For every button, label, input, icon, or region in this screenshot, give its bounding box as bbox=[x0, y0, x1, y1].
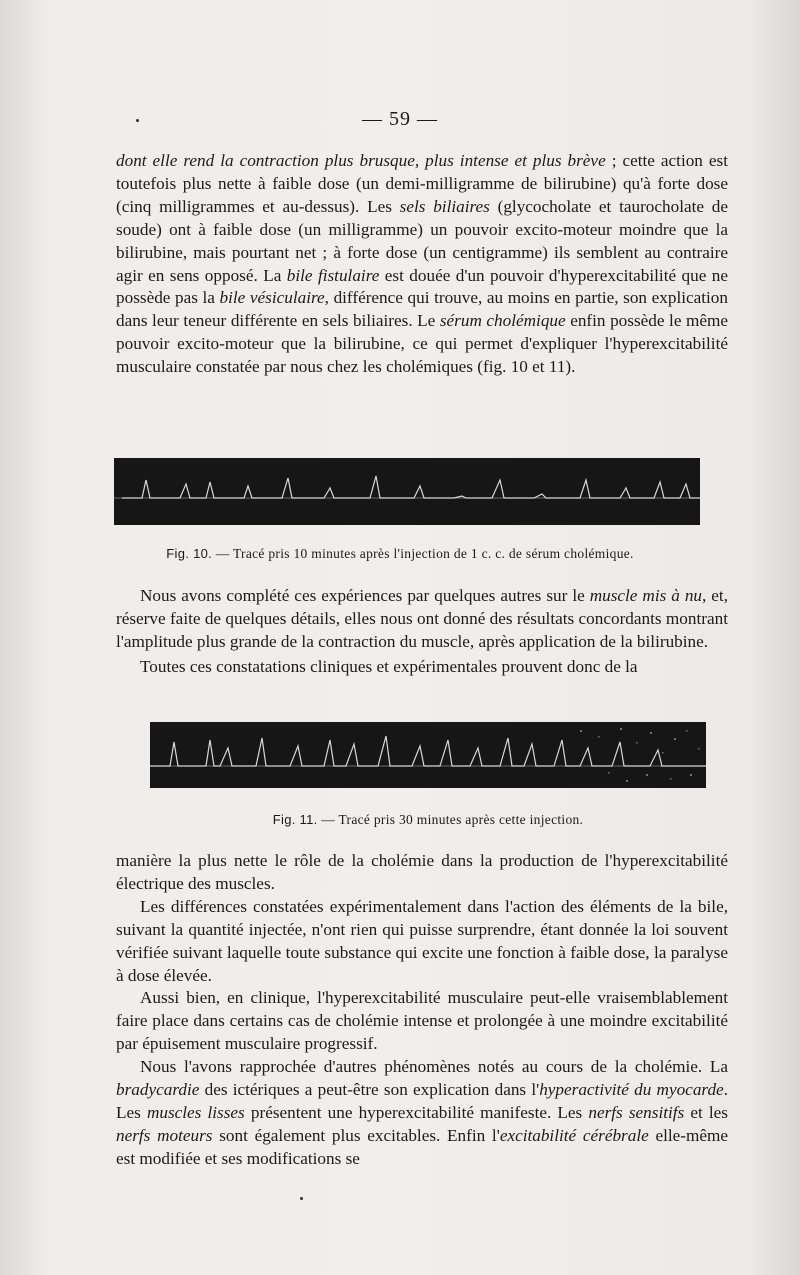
p7-italic-6: muscles lisses bbox=[146, 1102, 245, 1122]
p7-text-3: des ictériques a peut-être son explication dans l' bbox=[199, 1080, 540, 1100]
p7-text-7: présentent une hyperexcitabilité manifeste. Les bbox=[244, 1102, 589, 1122]
p1-text-8: , différence qui trouve, au moins en partie, son explication dans leur teneur différente en sels biliaires. Le bbox=[116, 288, 728, 331]
p1-italic-9: sérum cholémique bbox=[439, 311, 566, 331]
figure-10-caption-text: — Tracé pris 10 minutes après l'injection de 1 c. c. de sérum cholémique. bbox=[212, 546, 634, 561]
figure-10-trace bbox=[114, 458, 700, 525]
paragraph-7 bbox=[116, 1056, 728, 1171]
p1-italic-3: sels biliaires bbox=[399, 196, 490, 216]
p1-text-10: enfin possède le même pouvoir excito-moteur que la bilirubine, ce qui permet d'expliquer l'hyperexcitabilité musculaire constatée par nous chez les cholémiques (fig. 10 et 11). bbox=[116, 311, 728, 377]
p7-italic-8: nerfs sensitifs bbox=[588, 1102, 685, 1122]
paragraph-1 bbox=[116, 150, 728, 379]
p7-text-9: et les bbox=[684, 1102, 728, 1122]
p7-italic-4: hyperactivité du myocarde bbox=[539, 1080, 724, 1100]
p7-italic-12: excitabilité cérébrale bbox=[499, 1125, 649, 1145]
p1-italic-7: bile vésiculaire bbox=[219, 288, 325, 308]
ink-speck bbox=[136, 119, 139, 122]
paragraph-6: Aussi bien, en clinique, l'hyperexcitabilité musculaire peut-elle vraisemblablement faire place dans certains cas de cholémie intense et prolongée à une moindre excitabilité par épuisement musculaire progressif. bbox=[116, 988, 728, 1054]
figure-10-caption bbox=[0, 546, 800, 562]
p7-italic-10: nerfs moteurs bbox=[116, 1125, 213, 1145]
p7-italic-2: bradycardie bbox=[116, 1080, 200, 1100]
paragraph-4: manière la plus nette le rôle de la cholémie dans la production de l'hyperexcitabilité électrique des muscles. bbox=[116, 851, 728, 893]
p7-text-11: sont également plus excitables. Enfin l' bbox=[212, 1125, 500, 1145]
paragraph-5: Les différences constatées expérimentalement dans l'action des éléments de la bile, suivant la quantité injectée, n'ont rien qui puisse surprendre, étant donnée la loi souvent vérifiée suivant laquelle toute substance qui excite une fonction à faible dose, la paralyse à dose élevée. bbox=[116, 896, 728, 985]
p2-text-1: Nous avons complété ces expériences par quelques autres sur le bbox=[140, 586, 590, 605]
p2-text-3: , et, réserve faite de quelques détails, elles nous ont donné des résultats concordants montrant l'amplitude plus grande de la contraction du muscle, après application de la bilirubine. bbox=[116, 586, 729, 651]
p1-text-2: ; cette action est toutefois plus nette à faible dose (un demi-milligramme de bilirubine) qu'à forte dose (cinq milligrammes et au-dessus). Les bbox=[116, 151, 728, 216]
figure-11-label: Fig. 11. bbox=[272, 812, 318, 827]
p1-text-6: est douée d'un pouvoir d'hyperexcitabilité que ne possède pas la bbox=[116, 265, 728, 308]
figure-11-caption-text: — Tracé pris 30 minutes après cette injection. bbox=[317, 812, 584, 827]
p1-text-4: (glycocholate et taurocholate de soude) ont à faible dose (un milligramme) un pouvoir excito-moteur moindre que la bilirubine, mais pourtant net ; à forte dose (un centigramme) ils semblent au contraire agir en sens opposé. La bbox=[116, 196, 728, 285]
figure-10-label: Fig. 10. bbox=[166, 546, 213, 561]
figure-11-waveform bbox=[150, 722, 706, 788]
p7-text-5: . Les bbox=[116, 1080, 728, 1122]
page-number: — 59 — bbox=[362, 108, 438, 130]
figure-10-waveform bbox=[114, 458, 700, 525]
paragraph-2 bbox=[116, 585, 728, 679]
p7-text-13: elle-même est modifiée et ses modifications se bbox=[116, 1125, 728, 1168]
figure-11-trace bbox=[150, 722, 706, 788]
paragraph-3: Toutes ces constatations cliniques et expérimentales prouvent donc de la bbox=[140, 656, 638, 676]
p1-italic-5: bile fistulaire bbox=[286, 265, 380, 285]
paragraph-4-7 bbox=[116, 850, 728, 1171]
ink-speck bbox=[300, 1197, 303, 1200]
figure-11-caption bbox=[28, 812, 800, 828]
p2-italic-2: muscle mis à nu bbox=[589, 586, 703, 605]
p7-text-1: Nous l'avons rapprochée d'autres phénomènes notés au cours de la cholémie. La bbox=[140, 1057, 728, 1077]
p1-italic-1: dont elle rend la contraction plus brusque, plus intense et plus brève bbox=[116, 151, 606, 170]
